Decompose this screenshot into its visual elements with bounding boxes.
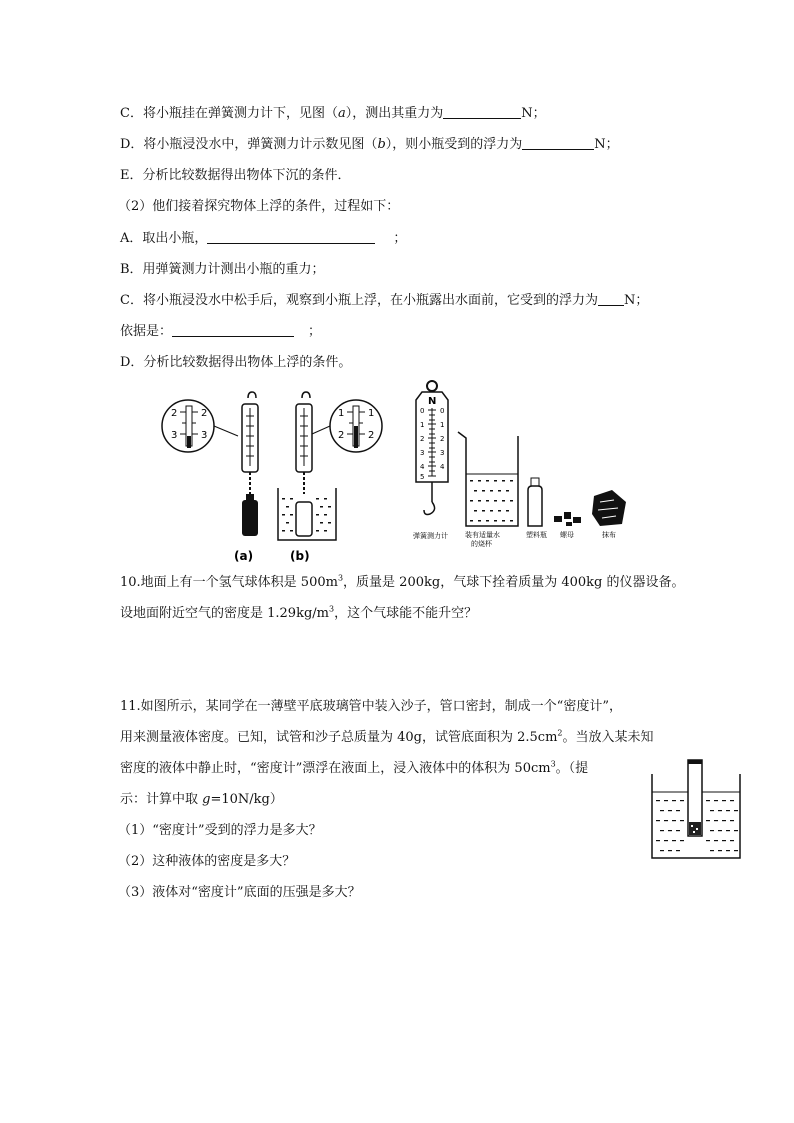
caption-cloth: 抹布 [602, 531, 616, 539]
caption-spring-scale: 弹簧测力计 [413, 532, 448, 540]
tick-1: 1 [420, 421, 425, 429]
scale-b-label-top-r: 1 [368, 408, 375, 419]
spring-scale-experiment-figure [160, 378, 650, 566]
tick-4r: 4 [440, 463, 445, 471]
q9-c2-text: C．将小瓶浸没水中松手后，观察到小瓶上浮，在小瓶露出水面前，它受到的浮力为 [120, 293, 598, 308]
scale-a-label-top: 2 [171, 408, 178, 419]
q10-l2-a: 设地面附近空气的密度是 1.29kg/m [120, 606, 329, 621]
nuts [554, 512, 581, 539]
q11-l2-sup: 2 [557, 728, 563, 738]
q11-sub3: （3）液体对“密度计”底面的压强是多大？ [118, 885, 361, 900]
scale-a-label-top-r: 2 [201, 408, 208, 419]
scale-b-label-top: 1 [338, 408, 345, 419]
scale-b-label-bottom-r: 2 [368, 430, 375, 441]
q9-step-e: E．分析比较数据得出物体下沉的条件． [120, 168, 351, 183]
q10-l1-sup: 3 [337, 573, 344, 583]
tick-3: 3 [420, 449, 425, 457]
q9-step-d2: D．分析比较数据得出物体上浮的条件。 [120, 355, 352, 370]
q10-l1-a: 10.地面上有一个氢气球体积是 500m [120, 575, 338, 590]
answer-blank[interactable] [207, 230, 375, 244]
label-b: (b) [290, 549, 310, 563]
scale-b-label-bottom: 2 [338, 430, 345, 441]
q11-l3-sup: 3 [550, 759, 556, 769]
q11-l4-b: =10N/kg） [210, 792, 283, 807]
q11-line2 [120, 729, 654, 747]
q9-step-d [120, 136, 619, 154]
q10-line1 [120, 574, 684, 592]
tick-0r: 0 [440, 407, 445, 415]
caption-beaker-1: 装有适量水 [465, 531, 500, 539]
q11-l3-a: 密度的液体中静止时，“密度计”漂浮在液面上，浸入液体中的体积为 50cm [120, 761, 551, 776]
q11-l2-a: 用来测量液体密度。已知，试管和沙子总质量为 40g，试管底面积为 2.5cm [120, 730, 558, 745]
plastic-bottle [526, 478, 547, 539]
q9-step-a2 [120, 230, 406, 248]
q11-line3 [120, 760, 588, 778]
spring-scale-a [234, 392, 258, 563]
q9-step-c2 [120, 292, 648, 310]
q9-c-text2: ），测出其重力为 [345, 106, 444, 121]
tick-0: 0 [420, 407, 425, 415]
cloth [592, 490, 626, 539]
caption-nuts: 螺母 [560, 531, 574, 539]
q9-d-figref: b [377, 137, 386, 152]
q9-a2-text: A．取出小瓶， [120, 231, 208, 246]
scale-a-label-bottom: 3 [171, 430, 178, 441]
density-meter-figure [650, 758, 742, 860]
q11-line1: 11.如图所示，某同学在一薄壁平底玻璃管中装入沙子，管口密封，制成一个“密度计”， [120, 699, 622, 714]
label-a: (a) [234, 549, 254, 563]
q11-l3-b: 。（提 [555, 761, 589, 776]
answer-blank[interactable] [172, 323, 294, 337]
magnifier-b [312, 400, 382, 452]
answer-blank[interactable] [522, 136, 594, 150]
q9-step-c [120, 105, 546, 123]
q9-basis [120, 323, 321, 341]
q11-sub2: （2）这种液体的密度是多大？ [118, 854, 296, 869]
q11-l4-g: g [202, 792, 211, 807]
q11-line4 [120, 791, 283, 809]
q9-d-text: D．将小瓶浸没水中，弹簧测力计示数见图（ [120, 137, 378, 152]
q9-c-text: C．将小瓶挂在弹簧测力计下，见图（ [120, 106, 338, 121]
meter-letter: N [428, 396, 437, 407]
q9-c-figref: a [337, 106, 346, 121]
q9-basis-post: ； [308, 324, 322, 339]
caption-beaker-2: 的烧杯 [471, 540, 492, 548]
q10-l1-b: ，质量是 200kg，气球下拴着质量为 400kg 的仪器设备。 [343, 575, 685, 590]
q10-line2 [120, 605, 477, 623]
q11-l2-b: 。当放入某未知 [562, 730, 654, 745]
q11-l4-a: 示：计算中取 [120, 792, 203, 807]
q9-step-b2: B．用弹簧测力计测出小瓶的重力； [120, 262, 325, 277]
answer-blank[interactable] [443, 105, 521, 119]
large-spring-scale [413, 381, 448, 540]
q9-d-unit: N； [594, 137, 619, 152]
scale-a-label-bottom-r: 3 [201, 430, 208, 441]
q10-l2-b: ，这个气球能不能升空？ [334, 606, 478, 621]
q9-basis-text: 依据是： [120, 324, 173, 339]
spring-scale-b [278, 392, 336, 563]
answer-blank[interactable] [598, 292, 624, 306]
q9-a2-post: ； [393, 231, 407, 246]
tick-4: 4 [420, 463, 425, 471]
q11-sub1: （1）“密度计”受到的浮力是多大？ [118, 823, 322, 838]
caption-bottle: 塑料瓶 [526, 531, 547, 539]
tick-2: 2 [420, 435, 425, 443]
tick-5: 5 [420, 473, 425, 481]
q9-c2-unit: N； [623, 293, 649, 308]
q9-part2-heading: （2）他们接着探究物体上浮的条件，过程如下： [118, 199, 400, 214]
tick-2r: 2 [440, 435, 445, 443]
q10-l2-sup: 3 [328, 604, 335, 614]
magnifier-a [162, 400, 238, 452]
beaker-with-water [458, 432, 518, 548]
tick-1r: 1 [440, 421, 445, 429]
tick-3r: 3 [440, 449, 445, 457]
q9-d-text2: ），则小瓶受到的浮力为 [385, 137, 523, 152]
q9-c-unit: N； [521, 106, 546, 121]
